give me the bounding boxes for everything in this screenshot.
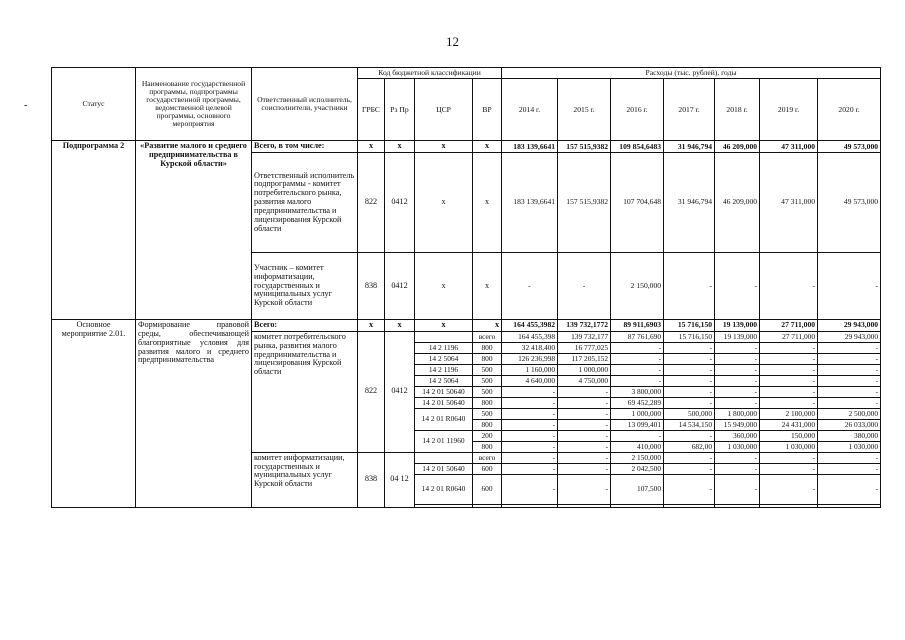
value-cell: - xyxy=(558,474,611,504)
value-cell: - xyxy=(760,364,818,375)
value-cell: - xyxy=(502,386,558,397)
value-cell: - xyxy=(664,375,715,386)
value-cell: - xyxy=(664,430,715,441)
event-total-grbs: х xyxy=(358,320,385,332)
value-cell: 107,500 xyxy=(611,474,664,504)
value-cell: - xyxy=(715,375,760,386)
value-cell: 19 139,000 xyxy=(715,331,760,342)
resp1-csr: х xyxy=(415,153,473,253)
filler-cell xyxy=(715,504,760,507)
page-number: 12 xyxy=(446,34,459,49)
value-cell: - xyxy=(558,430,611,441)
header-name: Наименование государственной программы, подпрограммы государственной программы, ведомственной целевой программы, основного мероприятия xyxy=(136,68,252,141)
value-cell: - xyxy=(664,386,715,397)
value-cell: - xyxy=(715,474,760,504)
event-status: Основное мероприятие 2.01. xyxy=(52,320,136,508)
csr-cell: 14 2 5064 xyxy=(415,375,473,386)
committee2-grbs: 838 xyxy=(358,452,385,507)
value-cell: - xyxy=(818,364,881,375)
vr-cell: 600 xyxy=(473,474,502,504)
header-year: 2017 г. xyxy=(664,79,715,141)
csr-cell: 14 2 01 11960 xyxy=(415,430,473,452)
subprogram-total-value: 47 311,000 xyxy=(760,141,818,153)
event-total-vr: х xyxy=(473,320,502,332)
resp1-value: 31 946,794 xyxy=(664,153,715,253)
vr-cell: 500 xyxy=(473,386,502,397)
event-total-value: 19 139,000 xyxy=(715,320,760,332)
vr-cell: 500 xyxy=(473,375,502,386)
value-cell: - xyxy=(715,386,760,397)
resp2-value: 2 150,000 xyxy=(611,253,664,320)
header-vr: ВР xyxy=(473,79,502,141)
vr-cell: 200 xyxy=(473,430,502,441)
csr-cell: 14 2 01 50640 xyxy=(415,463,473,474)
filler-cell xyxy=(415,504,473,507)
value-cell: 500,000 xyxy=(664,408,715,419)
value-cell: - xyxy=(760,353,818,364)
value-cell: - xyxy=(611,430,664,441)
value-cell: 1 160,000 xyxy=(502,364,558,375)
event-name: Формирование правовой среды, обеспечивающей благоприятные условия для развития малого и среднего предпринимательства xyxy=(136,320,252,508)
subprogram-total-rzpr: х xyxy=(385,141,415,153)
value-cell: 24 431,000 xyxy=(760,419,818,430)
resp1-value: 107 704,648 xyxy=(611,153,664,253)
csr-cell: 14 2 01 R0640 xyxy=(415,474,473,504)
value-cell: - xyxy=(760,397,818,408)
subprogram-status: Подпрограмма 2 xyxy=(52,141,136,320)
value-cell: 29 943,000 xyxy=(818,331,881,342)
filler-cell xyxy=(760,504,818,507)
event-total-value: 139 732,1772 xyxy=(558,320,611,332)
value-cell: - xyxy=(760,452,818,463)
value-cell: - xyxy=(760,375,818,386)
committee-informatization: комитет информатизации, государственных и муниципальных услуг Курской области xyxy=(252,452,358,507)
value-cell: 2 500,000 xyxy=(818,408,881,419)
value-cell: - xyxy=(502,452,558,463)
csr-cell: 14 2 1196 xyxy=(415,342,473,353)
resp2-rzpr: 0412 xyxy=(385,253,415,320)
resp2-value: - xyxy=(715,253,760,320)
csr-cell: 14 2 01 50640 xyxy=(415,386,473,397)
value-cell: - xyxy=(818,452,881,463)
value-cell: 69 452,289 xyxy=(611,397,664,408)
value-cell: 32 418,400 xyxy=(502,342,558,353)
subprogram-responsible-executor: Ответственный исполнитель подпрограммы - комитет потребительского рынка, развития малого предпринимательства и лицензирования Курской области xyxy=(252,153,358,253)
value-cell: - xyxy=(502,463,558,474)
value-cell: - xyxy=(664,452,715,463)
subprogram-name: «Развитие малого и среднего предпринимательства в Курской области» xyxy=(136,141,252,320)
resp2-value: - xyxy=(502,253,558,320)
value-cell: - xyxy=(502,441,558,452)
value-cell: 15 716,150 xyxy=(664,331,715,342)
value-cell: - xyxy=(502,397,558,408)
vr-cell: 800 xyxy=(473,342,502,353)
value-cell: - xyxy=(502,430,558,441)
value-cell: 164 455,398 xyxy=(502,331,558,342)
value-cell: - xyxy=(715,353,760,364)
csr-cell: 14 2 01 50640 xyxy=(415,397,473,408)
header-budget-code: Код бюджетной классификации xyxy=(358,68,502,79)
value-cell: 14 534,150 xyxy=(664,419,715,430)
value-cell: 4 640,000 xyxy=(502,375,558,386)
subprogram-total-value: 49 573,000 xyxy=(818,141,881,153)
value-cell: - xyxy=(664,353,715,364)
value-cell: - xyxy=(558,463,611,474)
subprogram-total-value: 157 515,9382 xyxy=(558,141,611,153)
value-cell: - xyxy=(760,474,818,504)
value-cell: - xyxy=(715,364,760,375)
value-cell: 1 800,000 xyxy=(715,408,760,419)
value-cell: - xyxy=(611,364,664,375)
value-cell: - xyxy=(715,342,760,353)
csr-cell: 14 2 1196 xyxy=(415,364,473,375)
value-cell: - xyxy=(558,441,611,452)
subprogram-total-value: 183 139,6641 xyxy=(502,141,558,153)
value-cell: - xyxy=(818,474,881,504)
resp1-value: 49 573,000 xyxy=(818,153,881,253)
vr-cell: 800 xyxy=(473,397,502,408)
subprogram-total-value: 109 854,6483 xyxy=(611,141,664,153)
value-cell: 26 033,000 xyxy=(818,419,881,430)
value-cell: - xyxy=(611,375,664,386)
event-total-value: 15 716,150 xyxy=(664,320,715,332)
filler-cell xyxy=(502,504,558,507)
vr-cell: 800 xyxy=(473,441,502,452)
committee1-grbs: 822 xyxy=(358,331,385,452)
resp1-value: 183 139,6641 xyxy=(502,153,558,253)
value-cell: - xyxy=(558,386,611,397)
value-cell: - xyxy=(818,386,881,397)
value-cell: - xyxy=(502,474,558,504)
value-cell: 139 732,177 xyxy=(558,331,611,342)
value-cell: 126 236,998 xyxy=(502,353,558,364)
event-total-label: Всего: xyxy=(252,320,358,332)
vr-cell: 800 xyxy=(473,419,502,430)
budget-table xyxy=(51,67,881,508)
value-cell: - xyxy=(818,342,881,353)
resp1-value: 157 515,9382 xyxy=(558,153,611,253)
header-year: 2016 г. xyxy=(611,79,664,141)
vr-cell: 500 xyxy=(473,408,502,419)
resp2-csr: х xyxy=(415,253,473,320)
stray-mark: - xyxy=(24,100,28,111)
header-responsible: Ответственный исполнитель, соисполнители, участники xyxy=(252,68,358,141)
vr-cell: 600 xyxy=(473,463,502,474)
value-cell: 4 750,000 xyxy=(558,375,611,386)
resp2-value: - xyxy=(664,253,715,320)
value-cell: 2 150,000 xyxy=(611,452,664,463)
filler-cell xyxy=(611,504,664,507)
value-cell: 360,000 xyxy=(715,430,760,441)
event-total-rzpr: х xyxy=(385,320,415,332)
value-cell: 2 100,000 xyxy=(760,408,818,419)
resp1-vr: х xyxy=(473,153,502,253)
value-cell: 380,000 xyxy=(818,430,881,441)
value-cell: 410,000 xyxy=(611,441,664,452)
value-cell: 16 777,025 xyxy=(558,342,611,353)
value-cell: - xyxy=(558,397,611,408)
subprogram-total-grbs: х xyxy=(358,141,385,153)
filler-cell xyxy=(473,504,502,507)
value-cell: - xyxy=(818,353,881,364)
value-cell: - xyxy=(715,463,760,474)
header-expenses: Расходы (тыс. рублей), годы xyxy=(502,68,881,79)
value-cell: - xyxy=(818,463,881,474)
resp2-vr: х xyxy=(473,253,502,320)
value-cell: - xyxy=(715,452,760,463)
value-cell: - xyxy=(818,397,881,408)
value-cell: - xyxy=(558,452,611,463)
vr-cell: всего xyxy=(473,452,502,463)
value-cell: 1 000,000 xyxy=(611,408,664,419)
value-cell: - xyxy=(664,463,715,474)
value-cell: 1 000,000 xyxy=(558,364,611,375)
value-cell: 1 030,000 xyxy=(760,441,818,452)
event-total-value: 89 911,6903 xyxy=(611,320,664,332)
value-cell: - xyxy=(611,342,664,353)
filler-cell xyxy=(558,504,611,507)
value-cell: - xyxy=(664,474,715,504)
header-grbs: ГРБС xyxy=(358,79,385,141)
event-total-value: 27 711,000 xyxy=(760,320,818,332)
resp2-value: - xyxy=(818,253,881,320)
resp1-rzpr: 0412 xyxy=(385,153,415,253)
value-cell: - xyxy=(760,386,818,397)
committee2-rzpr: 04 12 xyxy=(385,452,415,507)
header-year: 2020 г. xyxy=(818,79,881,141)
csr-cell xyxy=(415,452,473,463)
value-cell: - xyxy=(818,375,881,386)
value-cell: 87 761,690 xyxy=(611,331,664,342)
value-cell: 15 949,000 xyxy=(715,419,760,430)
resp1-grbs: 822 xyxy=(358,153,385,253)
header-year: 2014 г. xyxy=(502,79,558,141)
value-cell: 150,000 xyxy=(760,430,818,441)
event-total-value: 29 943,000 xyxy=(818,320,881,332)
event-total-csr: х xyxy=(415,320,473,332)
resp2-value: - xyxy=(558,253,611,320)
subprogram-total-label: Всего, в том числе: xyxy=(252,141,358,153)
value-cell: 1 030,000 xyxy=(715,441,760,452)
value-cell: - xyxy=(715,397,760,408)
resp2-value: - xyxy=(760,253,818,320)
subprogram-total-csr: х xyxy=(415,141,473,153)
resp1-value: 47 311,000 xyxy=(760,153,818,253)
vr-cell: всего xyxy=(473,331,502,342)
value-cell: 3 800,000 xyxy=(611,386,664,397)
committee-consumer-market: комитет потребительского рынка, развития малого предпринимательства и лицензирования Курской области xyxy=(252,331,358,452)
vr-cell: 500 xyxy=(473,364,502,375)
subprogram-total-value: 31 946,794 xyxy=(664,141,715,153)
value-cell: - xyxy=(760,342,818,353)
csr-cell: 14 2 01 R0640 xyxy=(415,408,473,430)
header-year: 2015 г. xyxy=(558,79,611,141)
event-total-value: 164 455,3982 xyxy=(502,320,558,332)
value-cell: - xyxy=(502,419,558,430)
value-cell: - xyxy=(664,364,715,375)
value-cell: - xyxy=(611,353,664,364)
value-cell: - xyxy=(502,408,558,419)
filler-cell xyxy=(818,504,881,507)
value-cell: 13 099,401 xyxy=(611,419,664,430)
csr-cell xyxy=(415,331,473,342)
header-csr: ЦСР xyxy=(415,79,473,141)
value-cell: 682,00 xyxy=(664,441,715,452)
subprogram-total-value: 46 209,000 xyxy=(715,141,760,153)
vr-cell: 800 xyxy=(473,353,502,364)
value-cell: 1 030,000 xyxy=(818,441,881,452)
value-cell: - xyxy=(664,342,715,353)
resp1-value: 46 209,000 xyxy=(715,153,760,253)
filler-cell xyxy=(664,504,715,507)
value-cell: - xyxy=(664,397,715,408)
header-rzpr: Рз Пр xyxy=(385,79,415,141)
resp2-grbs: 838 xyxy=(358,253,385,320)
subprogram-participant: Участник – комитет информатизации, государственных и муниципальных услуг Курской области xyxy=(252,253,358,320)
value-cell: - xyxy=(558,419,611,430)
committee1-rzpr: 0412 xyxy=(385,331,415,452)
value-cell: 117 205,152 xyxy=(558,353,611,364)
value-cell: - xyxy=(760,463,818,474)
subprogram-total-vr: х xyxy=(473,141,502,153)
value-cell: 27 711,000 xyxy=(760,331,818,342)
header-year: 2019 г. xyxy=(760,79,818,141)
value-cell: 2 042,500 xyxy=(611,463,664,474)
header-status: Статус xyxy=(52,68,136,141)
value-cell: - xyxy=(558,408,611,419)
csr-cell: 14 2 5064 xyxy=(415,353,473,364)
header-year: 2018 г. xyxy=(715,79,760,141)
